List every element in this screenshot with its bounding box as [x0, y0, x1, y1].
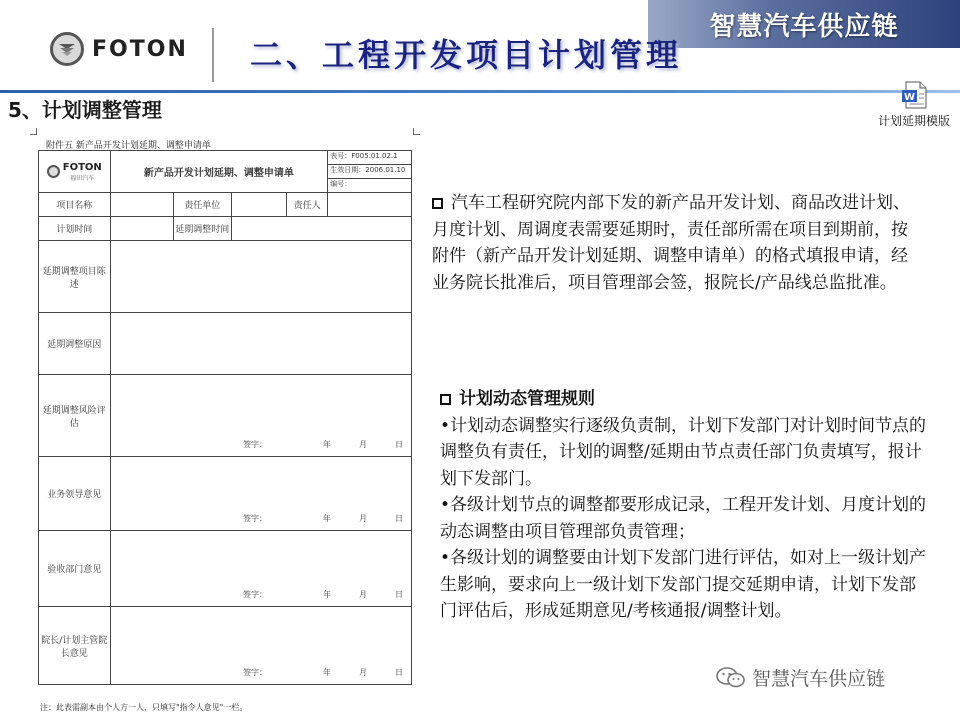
label-responsible-person: 责任人	[286, 193, 327, 217]
delay-request-form	[30, 128, 420, 716]
form-top-line: 附件五 新产品开发计划延期、调整申请单	[46, 141, 211, 151]
brand-banner	[648, 0, 960, 48]
form-logo-sub: 福田汽车	[70, 174, 95, 182]
watermark-text: 智慧汽车供应链	[752, 668, 886, 690]
form-note: 注：此表需副本由个人方一人，只填写"指令人意见"一栏。	[40, 703, 248, 712]
form-meta-2: 生效日期：2006.01.10	[328, 165, 411, 179]
signature-row: 签字： 年 月 日	[243, 590, 403, 599]
rule-bullet: •各级计划节点的调整都要形成记录，工程开发计划、月度计划的动态调整由项目管理部负责管理；	[440, 495, 927, 542]
square-bullet-icon	[440, 394, 451, 405]
form-table	[38, 150, 412, 685]
dynamic-rules-panel	[440, 386, 930, 625]
signature-row: 签字： 年 月 日	[243, 514, 403, 523]
label-delay-time: 延期调整时间	[174, 217, 231, 241]
dynamic-rules-heading: 计划动态管理规则	[440, 386, 930, 413]
delay-procedure-panel	[432, 190, 922, 296]
form-title: 新产品开发计划延期、调整申请单	[110, 151, 328, 193]
form-logo	[39, 162, 110, 182]
signature-row: 签字： 年 月 日	[243, 668, 403, 677]
signature-row: 签字： 年 月 日	[243, 440, 403, 449]
title-rule	[0, 90, 960, 93]
label-project-name: 项目名称	[39, 193, 111, 217]
label-dean-opinion: 院长/计划主管院长意见	[39, 607, 111, 685]
form-logo-text: FOTON	[62, 161, 102, 173]
label-leader-opinion: 业务领导意见	[39, 457, 111, 531]
form-meta-1: 表号：F005.01.02.1	[328, 151, 411, 165]
word-document-icon[interactable]	[900, 80, 930, 110]
label-risk-evaluation: 延期调整风险评估	[39, 375, 111, 457]
delay-procedure-text: 汽车工程研究院内部下发的新产品开发计划、商品改进计划、月度计划、周调度表需要延期时，责任部所需在项目到期前，按附件（新产品开发计划延期、调整申请单）的格式填报申请，经业务院长批准后，项目管理部会签，报院长/产品线总监批准。	[432, 193, 910, 293]
form-logo-icon	[47, 165, 60, 178]
form-meta-3: 编号：	[330, 180, 352, 188]
label-responsible-unit: 责任单位	[174, 193, 231, 217]
label-delay-reason: 延期调整原因	[39, 313, 111, 375]
logo-divider	[212, 28, 214, 82]
square-bullet-icon	[432, 198, 443, 209]
label-plan-time: 计划时间	[39, 217, 111, 241]
foton-logo	[50, 32, 188, 66]
svg-text:W: W	[903, 92, 916, 103]
logo-text: FOTON	[92, 36, 188, 62]
label-acceptance-dept: 验收部门意见	[39, 531, 111, 607]
section-heading: 5、计划调整管理	[8, 98, 162, 122]
foton-emblem-icon	[50, 32, 84, 66]
rule-bullet: •计划动态调整实行逐级负责制，计划下发部门对计划时间节点的调整负有责任，计划的调整/延期由节点责任部门负责填写，报计划下发部门。	[440, 415, 927, 489]
slide-title: 二、工程开发项目计划管理	[250, 36, 683, 74]
brand-banner-text: 智慧汽车供应链	[709, 11, 899, 42]
wechat-icon	[716, 666, 746, 690]
label-delay-description: 延期调整项目陈述	[39, 241, 111, 313]
watermark	[716, 664, 885, 691]
rule-bullet: •各级计划的调整要由计划下发部门进行评估，如对上一级计划产生影响，要求向上一级计划下发部门提交延期申请，计划下发部门评估后，形成延期意见/考核通报/调整计划。	[440, 548, 927, 621]
attachment-label[interactable]: 计划延期模版	[878, 114, 951, 128]
